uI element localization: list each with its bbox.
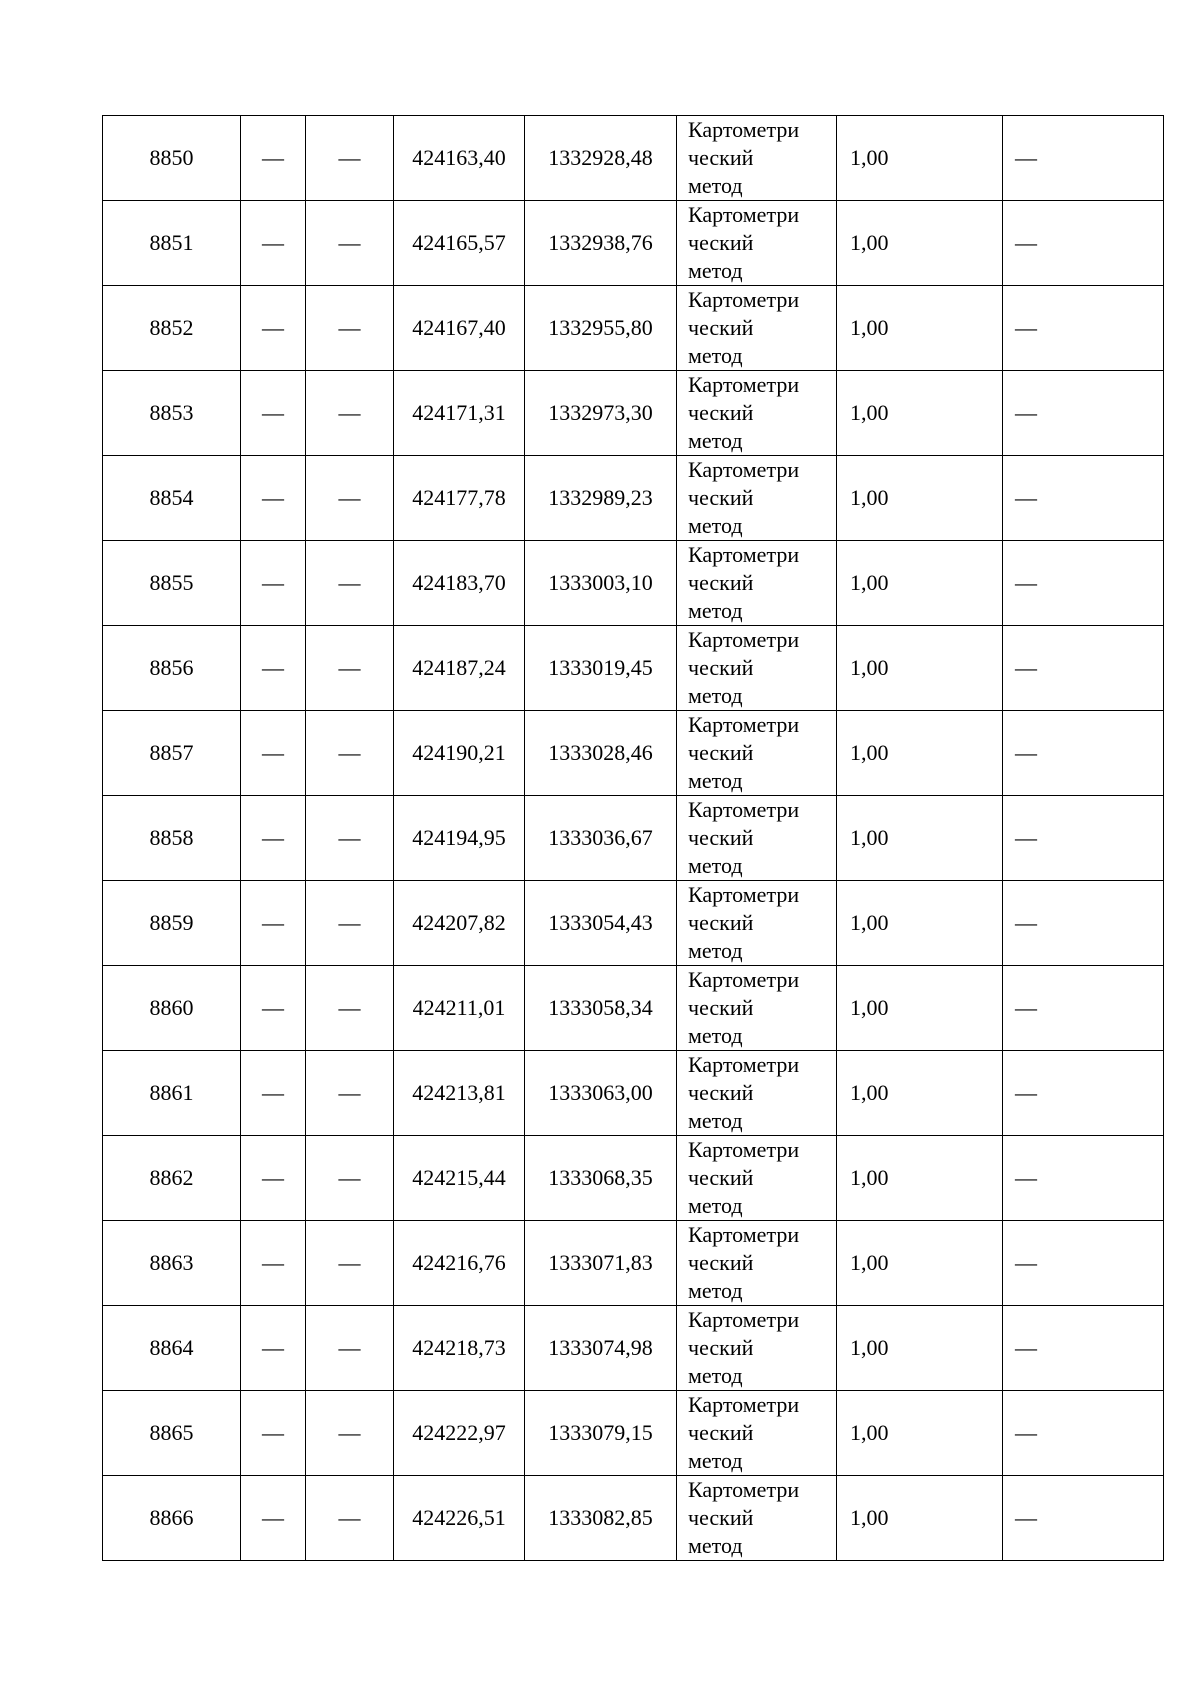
- description-cell: —: [1003, 1051, 1164, 1136]
- point-number-cell: 8857: [103, 711, 241, 796]
- method-line: Картометри: [688, 712, 800, 737]
- method-line: Картометри: [688, 967, 800, 992]
- method-line: Картометри: [688, 202, 800, 227]
- table-row: [103, 796, 1164, 881]
- empty-value-cell: —: [241, 1051, 306, 1136]
- y-coordinate-cell: 1333058,34: [525, 966, 677, 1051]
- method-line: Картометри: [688, 457, 800, 482]
- accuracy-cell: 1,00: [837, 1476, 1003, 1561]
- empty-value-cell: —: [306, 541, 394, 626]
- method-line: ческий: [688, 1420, 754, 1445]
- table-row: [103, 1476, 1164, 1561]
- empty-value-cell: —: [241, 116, 306, 201]
- method-line: Картометри: [688, 542, 800, 567]
- method-line: Картометри: [688, 372, 800, 397]
- table-row: [103, 711, 1164, 796]
- x-coordinate-cell: 424226,51: [394, 1476, 525, 1561]
- y-coordinate-cell: 1332973,30: [525, 371, 677, 456]
- x-coordinate-cell: 424213,81: [394, 1051, 525, 1136]
- empty-value-cell: —: [306, 116, 394, 201]
- method-cell: [677, 711, 837, 796]
- y-coordinate-cell: 1333036,67: [525, 796, 677, 881]
- y-coordinate-cell: 1333071,83: [525, 1221, 677, 1306]
- empty-value-cell: —: [306, 286, 394, 371]
- x-coordinate-cell: 424165,57: [394, 201, 525, 286]
- empty-value-cell: —: [306, 201, 394, 286]
- method-line: Картометри: [688, 1222, 800, 1247]
- method-line: метод: [688, 1363, 743, 1388]
- x-coordinate-cell: 424211,01: [394, 966, 525, 1051]
- description-cell: —: [1003, 1391, 1164, 1476]
- y-coordinate-cell: 1333054,43: [525, 881, 677, 966]
- accuracy-cell: 1,00: [837, 626, 1003, 711]
- method-cell: [677, 116, 837, 201]
- method-cell: [677, 371, 837, 456]
- method-line: ческий: [688, 995, 754, 1020]
- point-number-cell: 8855: [103, 541, 241, 626]
- method-line: метод: [688, 853, 743, 878]
- empty-value-cell: —: [241, 1476, 306, 1561]
- point-number-cell: 8851: [103, 201, 241, 286]
- method-line: ческий: [688, 740, 754, 765]
- empty-value-cell: —: [241, 1136, 306, 1221]
- empty-value-cell: —: [306, 1306, 394, 1391]
- method-cell: [677, 1306, 837, 1391]
- method-cell: [677, 966, 837, 1051]
- method-line: метод: [688, 1023, 743, 1048]
- table-row: [103, 966, 1164, 1051]
- x-coordinate-cell: 424190,21: [394, 711, 525, 796]
- description-cell: —: [1003, 1136, 1164, 1221]
- description-cell: —: [1003, 1221, 1164, 1306]
- point-number-cell: 8856: [103, 626, 241, 711]
- table-row: [103, 456, 1164, 541]
- point-number-cell: 8860: [103, 966, 241, 1051]
- method-line: ческий: [688, 570, 754, 595]
- method-line: ческий: [688, 230, 754, 255]
- point-number-cell: 8863: [103, 1221, 241, 1306]
- point-number-cell: 8864: [103, 1306, 241, 1391]
- method-line: Картометри: [688, 1137, 800, 1162]
- method-line: ческий: [688, 1505, 754, 1530]
- description-cell: —: [1003, 116, 1164, 201]
- method-cell: [677, 541, 837, 626]
- method-line: ческий: [688, 1335, 754, 1360]
- point-number-cell: 8854: [103, 456, 241, 541]
- y-coordinate-cell: 1333019,45: [525, 626, 677, 711]
- accuracy-cell: 1,00: [837, 796, 1003, 881]
- method-cell: [677, 456, 837, 541]
- point-number-cell: 8866: [103, 1476, 241, 1561]
- x-coordinate-cell: 424218,73: [394, 1306, 525, 1391]
- empty-value-cell: —: [241, 881, 306, 966]
- description-cell: —: [1003, 541, 1164, 626]
- accuracy-cell: 1,00: [837, 286, 1003, 371]
- empty-value-cell: —: [306, 371, 394, 456]
- table-row: [103, 1306, 1164, 1391]
- method-line: метод: [688, 1278, 743, 1303]
- accuracy-cell: 1,00: [837, 1391, 1003, 1476]
- table-row: [103, 1051, 1164, 1136]
- table-row: [103, 286, 1164, 371]
- table-row: [103, 1136, 1164, 1221]
- description-cell: —: [1003, 371, 1164, 456]
- empty-value-cell: —: [241, 286, 306, 371]
- empty-value-cell: —: [306, 881, 394, 966]
- method-line: метод: [688, 513, 743, 538]
- empty-value-cell: —: [306, 1391, 394, 1476]
- accuracy-cell: 1,00: [837, 116, 1003, 201]
- x-coordinate-cell: 424215,44: [394, 1136, 525, 1221]
- table-row: [103, 201, 1164, 286]
- empty-value-cell: —: [306, 1136, 394, 1221]
- description-cell: —: [1003, 1306, 1164, 1391]
- method-cell: [677, 626, 837, 711]
- empty-value-cell: —: [306, 1476, 394, 1561]
- table-row: [103, 116, 1164, 201]
- method-cell: [677, 1136, 837, 1221]
- x-coordinate-cell: 424163,40: [394, 116, 525, 201]
- accuracy-cell: 1,00: [837, 711, 1003, 796]
- description-cell: —: [1003, 796, 1164, 881]
- method-line: Картометри: [688, 627, 800, 652]
- method-cell: [677, 1391, 837, 1476]
- method-line: метод: [688, 173, 743, 198]
- method-line: Картометри: [688, 1052, 800, 1077]
- x-coordinate-cell: 424187,24: [394, 626, 525, 711]
- empty-value-cell: —: [306, 796, 394, 881]
- method-line: метод: [688, 768, 743, 793]
- method-line: метод: [688, 598, 743, 623]
- method-line: ческий: [688, 1250, 754, 1275]
- empty-value-cell: —: [241, 201, 306, 286]
- y-coordinate-cell: 1332928,48: [525, 116, 677, 201]
- method-line: ческий: [688, 655, 754, 680]
- y-coordinate-cell: 1333082,85: [525, 1476, 677, 1561]
- description-cell: —: [1003, 626, 1164, 711]
- method-line: метод: [688, 683, 743, 708]
- method-line: Картометри: [688, 882, 800, 907]
- accuracy-cell: 1,00: [837, 1306, 1003, 1391]
- empty-value-cell: —: [306, 626, 394, 711]
- description-cell: —: [1003, 1476, 1164, 1561]
- description-cell: —: [1003, 456, 1164, 541]
- x-coordinate-cell: 424177,78: [394, 456, 525, 541]
- method-line: метод: [688, 1533, 743, 1558]
- y-coordinate-cell: 1332938,76: [525, 201, 677, 286]
- accuracy-cell: 1,00: [837, 881, 1003, 966]
- method-line: Картометри: [688, 117, 800, 142]
- method-line: Картометри: [688, 1307, 800, 1332]
- method-line: Картометри: [688, 287, 800, 312]
- empty-value-cell: —: [241, 1306, 306, 1391]
- point-number-cell: 8852: [103, 286, 241, 371]
- table-row: [103, 1221, 1164, 1306]
- empty-value-cell: —: [306, 456, 394, 541]
- description-cell: —: [1003, 881, 1164, 966]
- accuracy-cell: 1,00: [837, 1051, 1003, 1136]
- method-line: Картометри: [688, 1392, 800, 1417]
- method-cell: [677, 1476, 837, 1561]
- point-number-cell: 8858: [103, 796, 241, 881]
- table-body: [103, 116, 1164, 1561]
- method-line: Картометри: [688, 1477, 800, 1502]
- method-line: метод: [688, 1448, 743, 1473]
- y-coordinate-cell: 1333074,98: [525, 1306, 677, 1391]
- empty-value-cell: —: [241, 796, 306, 881]
- coordinates-table: [102, 115, 1164, 1561]
- empty-value-cell: —: [241, 1221, 306, 1306]
- description-cell: —: [1003, 711, 1164, 796]
- accuracy-cell: 1,00: [837, 456, 1003, 541]
- y-coordinate-cell: 1333063,00: [525, 1051, 677, 1136]
- method-cell: [677, 201, 837, 286]
- method-cell: [677, 1051, 837, 1136]
- empty-value-cell: —: [241, 626, 306, 711]
- accuracy-cell: 1,00: [837, 541, 1003, 626]
- method-line: метод: [688, 258, 743, 283]
- method-cell: [677, 796, 837, 881]
- y-coordinate-cell: 1333028,46: [525, 711, 677, 796]
- method-cell: [677, 881, 837, 966]
- method-line: метод: [688, 428, 743, 453]
- empty-value-cell: —: [241, 711, 306, 796]
- description-cell: —: [1003, 286, 1164, 371]
- empty-value-cell: —: [241, 1391, 306, 1476]
- method-cell: [677, 286, 837, 371]
- description-cell: —: [1003, 201, 1164, 286]
- empty-value-cell: —: [241, 541, 306, 626]
- table-row: [103, 626, 1164, 711]
- x-coordinate-cell: 424216,76: [394, 1221, 525, 1306]
- x-coordinate-cell: 424183,70: [394, 541, 525, 626]
- point-number-cell: 8853: [103, 371, 241, 456]
- empty-value-cell: —: [241, 966, 306, 1051]
- y-coordinate-cell: 1332955,80: [525, 286, 677, 371]
- point-number-cell: 8862: [103, 1136, 241, 1221]
- y-coordinate-cell: 1332989,23: [525, 456, 677, 541]
- x-coordinate-cell: 424171,31: [394, 371, 525, 456]
- accuracy-cell: 1,00: [837, 1136, 1003, 1221]
- method-line: метод: [688, 1108, 743, 1133]
- table-row: [103, 881, 1164, 966]
- point-number-cell: 8850: [103, 116, 241, 201]
- method-line: ческий: [688, 1165, 754, 1190]
- empty-value-cell: —: [306, 711, 394, 796]
- accuracy-cell: 1,00: [837, 966, 1003, 1051]
- empty-value-cell: —: [306, 966, 394, 1051]
- empty-value-cell: —: [306, 1051, 394, 1136]
- x-coordinate-cell: 424194,95: [394, 796, 525, 881]
- method-line: метод: [688, 1193, 743, 1218]
- y-coordinate-cell: 1333003,10: [525, 541, 677, 626]
- method-line: ческий: [688, 1080, 754, 1105]
- accuracy-cell: 1,00: [837, 371, 1003, 456]
- method-line: Картометри: [688, 797, 800, 822]
- table-row: [103, 1391, 1164, 1476]
- empty-value-cell: —: [241, 456, 306, 541]
- y-coordinate-cell: 1333068,35: [525, 1136, 677, 1221]
- x-coordinate-cell: 424222,97: [394, 1391, 525, 1476]
- method-line: ческий: [688, 315, 754, 340]
- table-row: [103, 371, 1164, 456]
- method-line: ческий: [688, 400, 754, 425]
- method-cell: [677, 1221, 837, 1306]
- empty-value-cell: —: [306, 1221, 394, 1306]
- method-line: ческий: [688, 485, 754, 510]
- empty-value-cell: —: [241, 371, 306, 456]
- accuracy-cell: 1,00: [837, 1221, 1003, 1306]
- method-line: метод: [688, 343, 743, 368]
- x-coordinate-cell: 424207,82: [394, 881, 525, 966]
- method-line: ческий: [688, 145, 754, 170]
- table-row: [103, 541, 1164, 626]
- y-coordinate-cell: 1333079,15: [525, 1391, 677, 1476]
- point-number-cell: 8861: [103, 1051, 241, 1136]
- accuracy-cell: 1,00: [837, 201, 1003, 286]
- x-coordinate-cell: 424167,40: [394, 286, 525, 371]
- method-line: ческий: [688, 825, 754, 850]
- method-line: ческий: [688, 910, 754, 935]
- description-cell: —: [1003, 966, 1164, 1051]
- method-line: метод: [688, 938, 743, 963]
- point-number-cell: 8865: [103, 1391, 241, 1476]
- point-number-cell: 8859: [103, 881, 241, 966]
